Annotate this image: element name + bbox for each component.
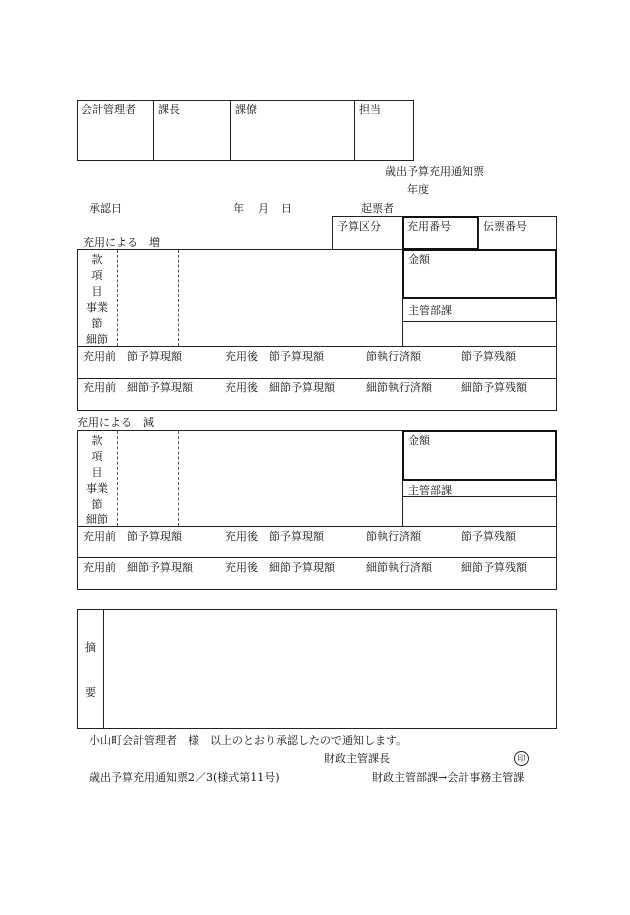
approval-cell-section-chief: 課長 [158, 103, 180, 116]
decrease-label-saisetsu: 細節 [86, 513, 108, 526]
date-year-label: 年 [233, 202, 244, 215]
increase-label-kan: 款 [91, 253, 103, 266]
approval-date-label: 承認日 [89, 202, 122, 215]
decrease-row1-remaining: 節予算残額 [461, 530, 516, 543]
approval-divider [153, 100, 154, 161]
increase-dashed-divider [178, 250, 179, 346]
summary-label-top: 摘 [85, 641, 96, 654]
decrease-row1-before: 充用前 節予算現額 [83, 530, 182, 543]
decrease-label-kan: 款 [91, 434, 103, 447]
increase-section-title: 充用による 増 [83, 236, 160, 249]
increase-row2-before: 充用前 細節予算現額 [83, 381, 193, 394]
seal-mark: 印 [514, 751, 529, 766]
appropriation-number-label: 充用番号 [407, 220, 451, 233]
decrease-row2-before: 充用前 細節予算現額 [83, 561, 193, 574]
decrease-section-title: 充用による 減 [77, 416, 154, 429]
decrease-dashed-divider [117, 431, 118, 526]
increase-row2-after: 充用後 細節予算現額 [225, 381, 335, 394]
increase-row1-remaining: 節予算残額 [461, 350, 516, 363]
decrease-label-jigyou: 事業 [86, 482, 108, 495]
summary-label-divider [103, 609, 104, 729]
increase-label-moku: 目 [91, 285, 103, 298]
form-id: 歳出予算充用通知票2／3(様式第11号) [89, 771, 280, 784]
date-month-label: 月 [258, 202, 269, 215]
notice-text: 小山町会計管理者 様 以上のとおり承認したので通知します。 [89, 734, 408, 747]
increase-row1-before: 充用前 節予算現額 [83, 350, 182, 363]
increase-divider [77, 378, 557, 379]
increase-label-setsu: 節 [91, 317, 103, 330]
increase-row2-executed: 細節執行済額 [366, 381, 432, 394]
increase-divider [402, 321, 557, 322]
fiscal-year-label: 年度 [407, 183, 429, 196]
voucher-number-label: 伝票番号 [483, 220, 527, 233]
increase-department-label: 主管部課 [408, 304, 452, 317]
summary-label-bottom: 要 [85, 686, 96, 699]
decrease-row2-after: 充用後 細節予算現額 [225, 561, 335, 574]
decrease-label-moku: 目 [91, 466, 103, 479]
signer-label: 財政主管課長 [324, 752, 390, 765]
increase-label-saisetsu: 細節 [86, 333, 108, 346]
decrease-label-kou: 項 [91, 450, 103, 463]
increase-dashed-divider [117, 250, 118, 346]
approval-cell-staff: 課僚 [235, 103, 257, 116]
increase-amount-label: 金額 [408, 253, 430, 266]
approval-cell-person-in-charge: 担当 [359, 103, 381, 116]
increase-divider [77, 346, 557, 347]
summary-box [77, 609, 557, 729]
decrease-row2-remaining: 細節予算残額 [461, 561, 527, 574]
decrease-row1-after: 充用後 節予算現額 [225, 530, 324, 543]
increase-row1-after: 充用後 節予算現額 [225, 350, 324, 363]
decrease-dashed-divider [178, 431, 179, 526]
form-title: 歳出予算充用通知票 [385, 165, 484, 178]
increase-label-jigyou: 事業 [86, 301, 108, 314]
decrease-row2-executed: 細節執行済額 [366, 561, 432, 574]
date-day-label: 日 [281, 202, 292, 215]
decrease-divider [77, 526, 557, 527]
increase-label-kou: 項 [91, 269, 103, 282]
decrease-label-setsu: 節 [91, 498, 103, 511]
increase-row2-remaining: 細節予算残額 [461, 381, 527, 394]
decrease-department-label: 主管部課 [408, 484, 452, 497]
approval-divider [230, 100, 231, 161]
decrease-amount-label: 金額 [408, 434, 430, 447]
increase-row1-executed: 節執行済額 [366, 350, 421, 363]
issuer-label: 起票者 [361, 202, 394, 215]
approval-divider [354, 100, 355, 161]
approval-cell-accounting-manager: 会計管理者 [81, 103, 136, 116]
decrease-divider [77, 557, 557, 558]
routing-text: 財政主管部課→会計事務主管課 [372, 771, 525, 784]
decrease-row1-executed: 節執行済額 [366, 530, 421, 543]
budget-category-label: 予算区分 [337, 220, 381, 233]
